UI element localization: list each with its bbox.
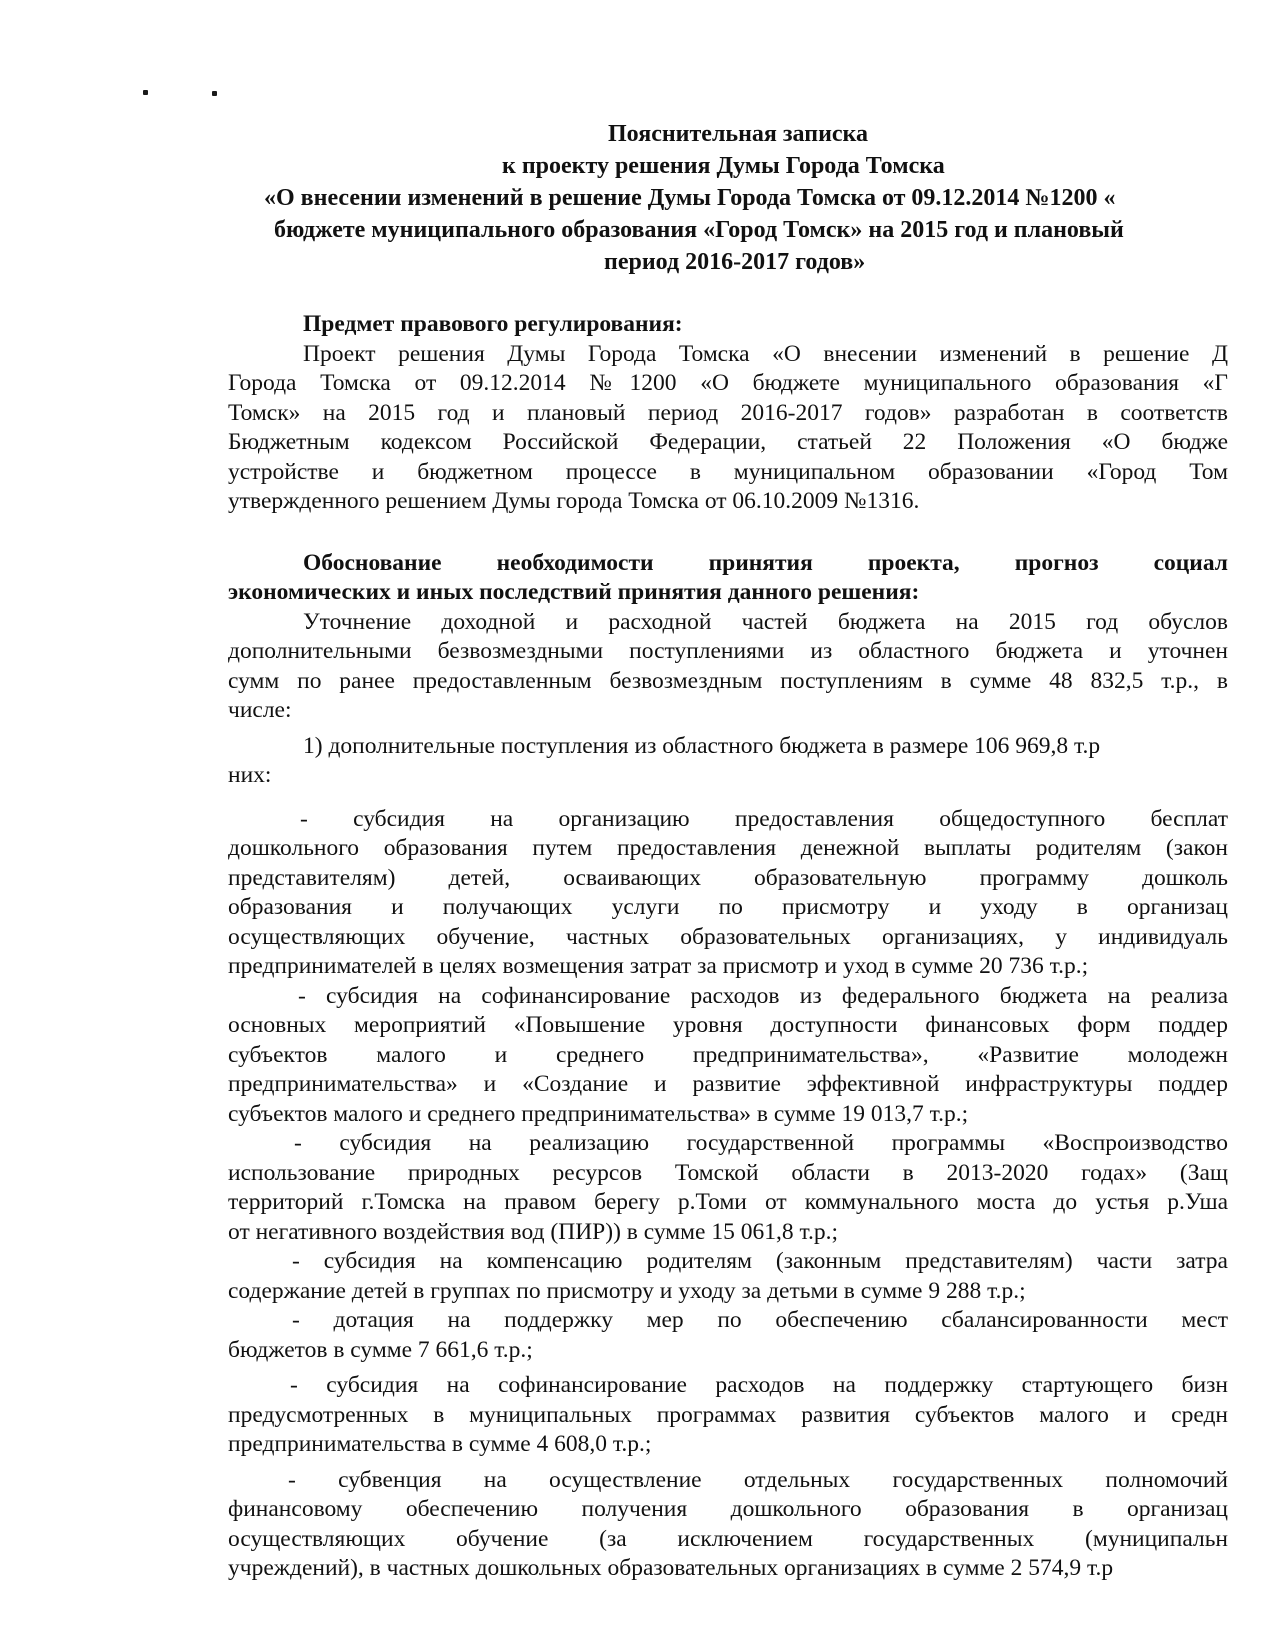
bullet-line: - дотация на поддержку мер по обеспечению сбалансированности мест [292,1307,1228,1333]
list-item-1: них: [228,762,272,788]
bullet-line: - субвенция на осуществление отдельных государственных полномочий [288,1466,1228,1493]
paragraph-line: утвержденного решением Думы города Томска от 06.10.2009 №1316. [228,488,920,514]
bullet-line: образования и получающих услуги по присмотру и уходу в организац [228,894,1228,920]
title-line: период 2016-2017 годов» [604,249,866,275]
bullet-line: основных мероприятий «Повышение уровня доступности финансовых форм поддер [228,1012,1228,1038]
bullet-line: предпринимателей в целях возмещения затрат за присмотр и уход в сумме 20 736 т.р.; [228,953,1089,979]
bullet-line: использование природных ресурсов Томской области в 2013-2020 годах» (Защ [228,1159,1228,1186]
bullet-line: финансовому обеспечению получения дошкольного образования в организац [228,1496,1228,1522]
paragraph-line: сумм по ранее предоставленным безвозмездным поступлениям в сумме 48 832,5 т.р., в [228,667,1228,694]
section-heading-subject: Предмет правового регулирования: [303,311,683,337]
bullet-line: территорий г.Томска на правом берегу р.Томи от коммунального моста до устья р.Уша [228,1189,1228,1215]
bullet-line: содержание детей в группах по присмотру и уходу за детьми в сумме 9 288 т.р.; [228,1277,1026,1304]
paragraph-line: Проект решения Думы Города Томска «О внесении изменений в решение Д [303,340,1228,367]
bullet-line: - субсидия на реализацию государственной программы «Воспроизводство [294,1130,1228,1156]
paragraph-line: устройстве и бюджетном процессе в муниципальном образовании «Город Том [228,458,1228,485]
bullet-line: бюджетов в сумме 7 661,6 т.р.; [228,1336,533,1363]
bullet-line: - субсидия на софинансирование расходов на поддержку стартующего бизн [290,1372,1228,1398]
bullet-line: - субсидия на организацию предоставления общедоступного бесплат [300,805,1228,832]
paragraph-line: Бюджетным кодексом Российской Федерации, статьей 22 Положения «О бюдже [228,429,1228,455]
paragraph-line: числе: [228,697,292,723]
bullet-line: учреждений), в частных дошкольных образовательных организациях в сумме 2 574,9 т.р [228,1555,1114,1581]
title-line: «О внесении изменений в решение Думы Города Томска от 09.12.2014 №1200 « [264,185,1116,211]
bullet-line: представителям) детей, осваивающих образовательную программу дошколь [228,864,1228,891]
paragraph-line: Уточнение доходной и расходной частей бюджета на 2015 год обуслов [303,608,1228,635]
scan-artifact-dot [212,91,217,96]
bullet-line: осуществляющих обучение, частных образовательных организациях, у индивидуаль [228,923,1228,950]
bullet-line: осуществляющих обучение (за исключением государственных (муниципальн [228,1525,1228,1552]
bullet-line: субъектов малого и среднего предпринимательства» в сумме 19 013,7 т.р.; [228,1100,969,1127]
bullet-line: субъектов малого и среднего предпринимательства», «Развитие молодежн [228,1041,1228,1068]
section-heading-rationale: экономических и иных последствий принятия данного решения: [228,579,920,605]
title-line: бюджете муниципального образования «Город Томск» на 2015 год и плановый [274,217,1124,243]
paragraph-line: дополнительными безвозмездными поступлениями из областного бюджета и уточнен [228,638,1228,664]
bullet-line: дошкольного образования путем предоставления денежной выплаты родителям (закон [228,835,1228,861]
title-line: Пояснительная записка [608,121,869,147]
bullet-line: предпринимательства» и «Создание и развитие эффективной инфраструктуры поддер [228,1071,1228,1097]
section-heading-rationale: Обоснование необходимости принятия проекта, прогноз социал [303,549,1228,576]
bullet-line: - субсидия на софинансирование расходов из федерального бюджета на реализа [298,982,1228,1009]
title-line: к проекту решения Думы Города Томска [502,153,945,179]
paragraph-line: Томск» на 2015 год и плановый период 2016-2017 годов» разработан в соответств [228,399,1228,426]
document-body [228,310,1275,1584]
document-title [230,118,1275,278]
bullet-line: - субсидия на компенсацию родителям (законным представителям) части затра [292,1248,1228,1274]
paragraph-line: Города Томска от 09.12.2014 №1200 «О бюджете муниципального образования «Г [228,370,1228,396]
list-item-1: 1) дополнительные поступления из областного бюджета в размере 106 969,8 т.р [303,732,1101,759]
bullet-line: предпринимательства в сумме 4 608,0 т.р.; [228,1431,652,1457]
bullet-line: от негативного воздействия вод (ПИР)) в сумме 15 061,8 т.р.; [228,1218,839,1245]
scan-artifact-dot [143,90,148,95]
bullet-line: предусмотренных в муниципальных программах развития субъектов малого и средн [228,1401,1228,1428]
